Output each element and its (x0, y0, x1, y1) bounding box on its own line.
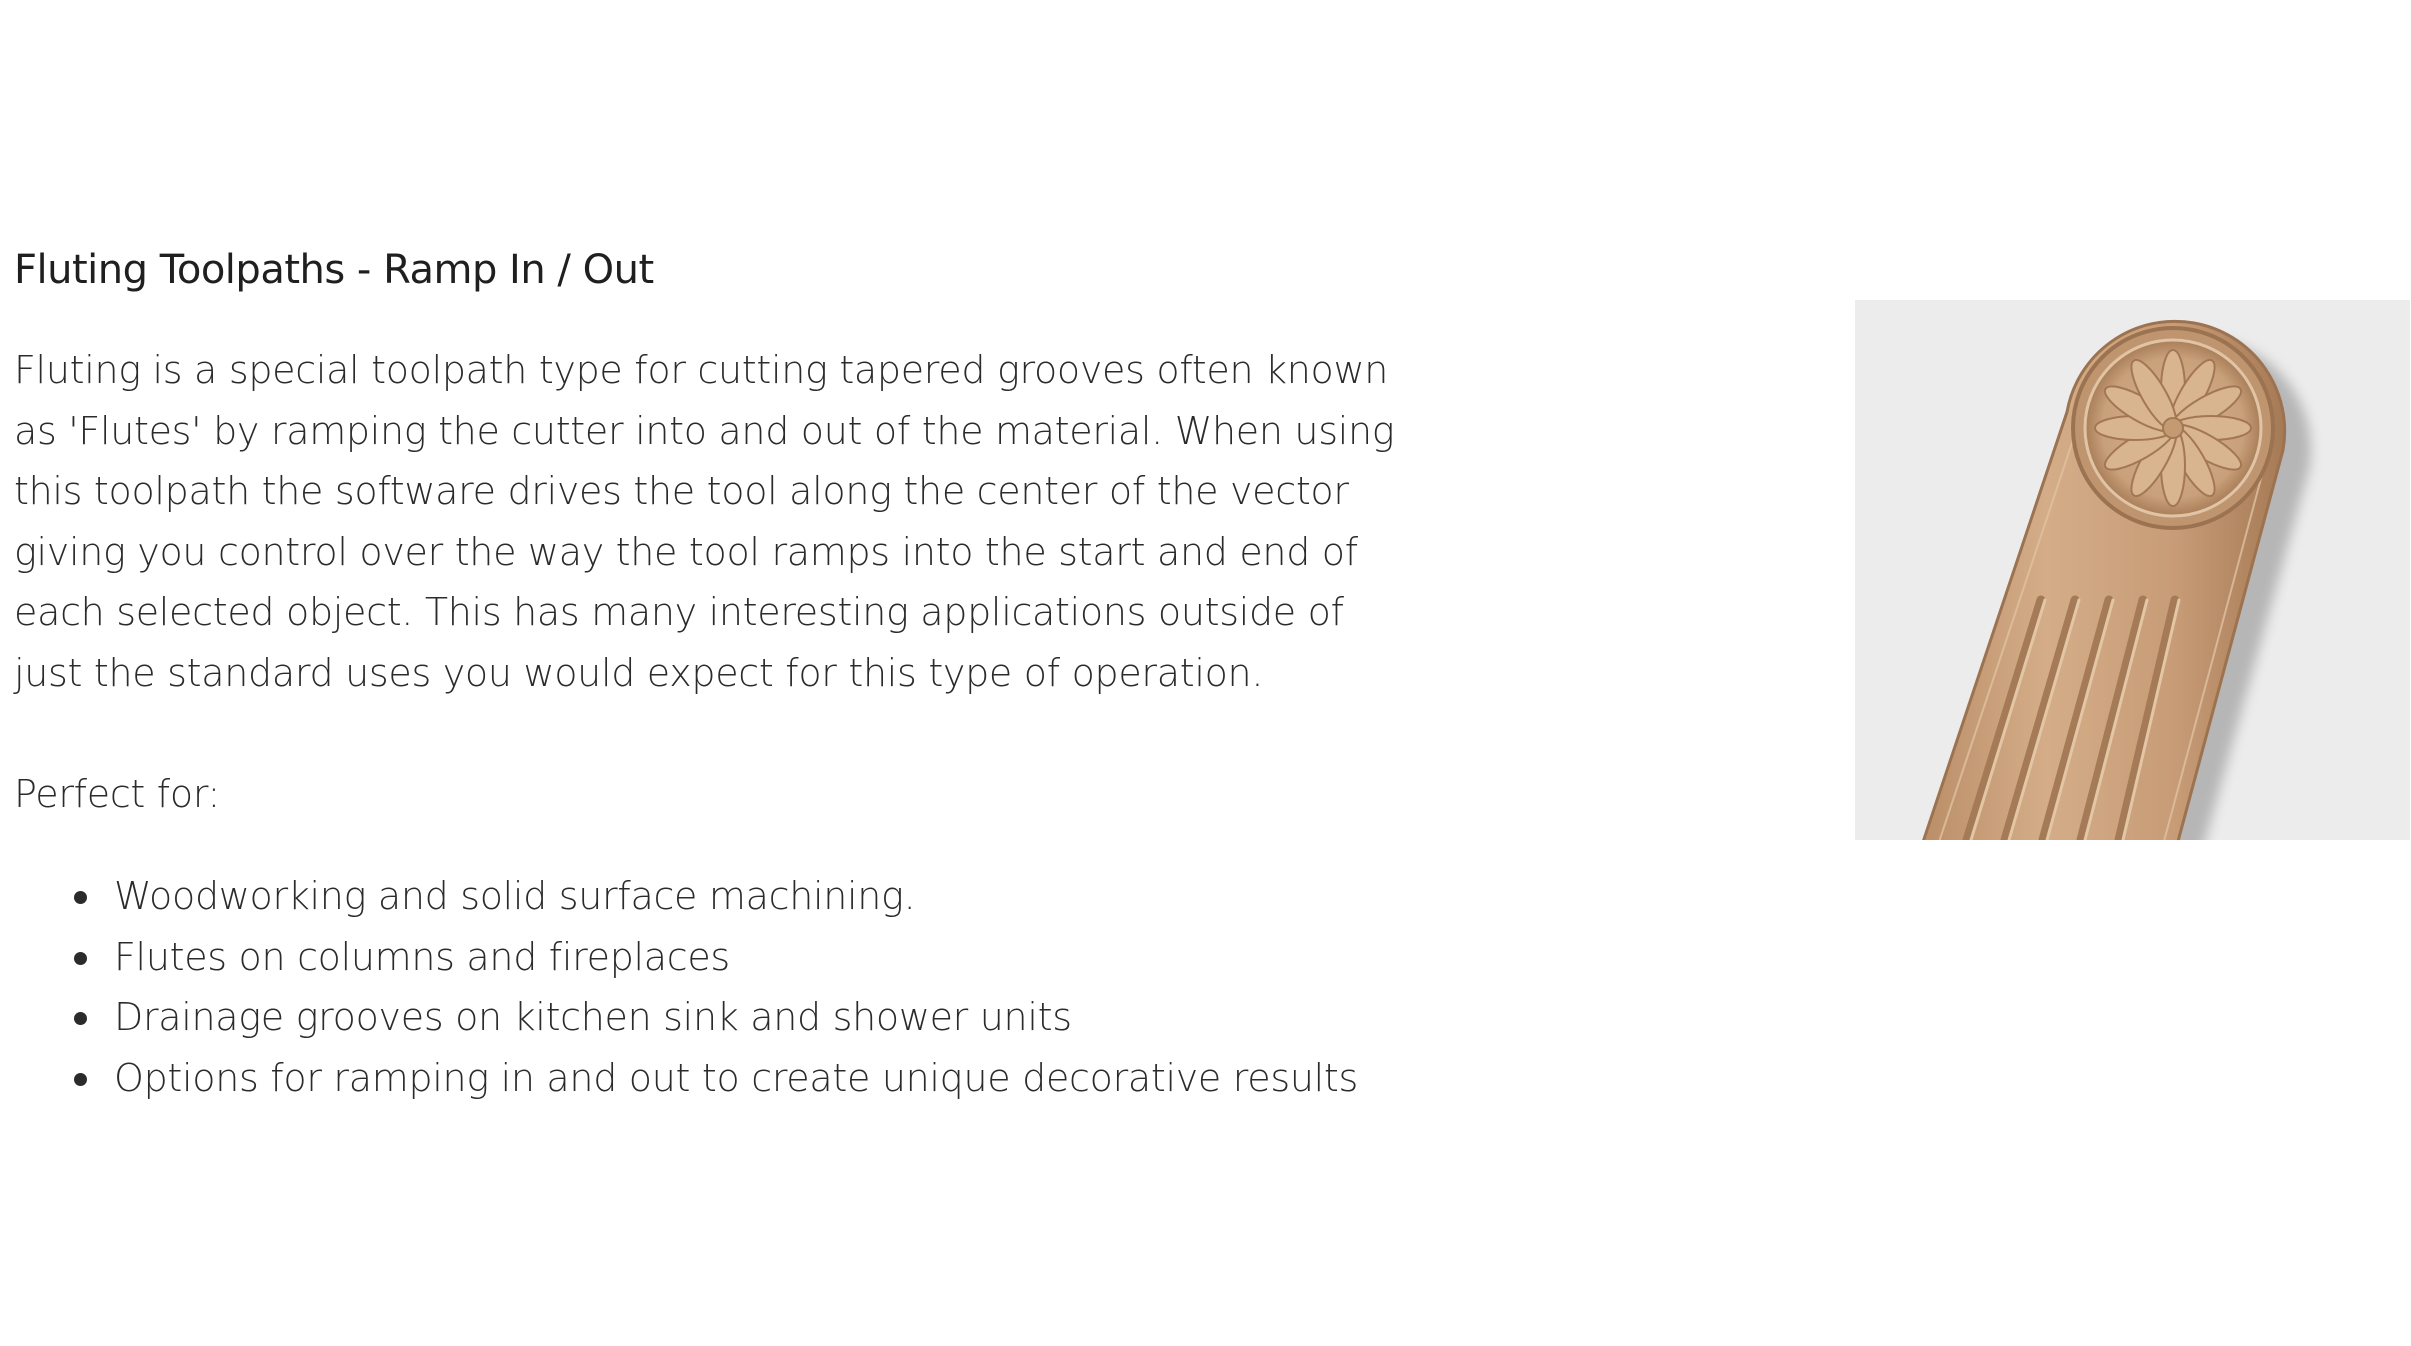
intro-paragraph (14, 340, 1404, 703)
intro-line: Fluting is a special toolpath type for cutting tapered grooves often known (14, 348, 1389, 392)
intro-line: this toolpath the software drives the tool along the center of the vector (14, 469, 1349, 513)
list-item (74, 866, 1358, 927)
list-item (74, 1048, 1358, 1109)
intro-line: as 'Flutes' by ramping the cutter into and out of the material. When using (14, 408, 1395, 453)
rosette-center (2163, 418, 2183, 438)
bullet-icon (74, 1012, 87, 1025)
bullet-icon (74, 952, 87, 965)
list-item-text: Woodworking and solid surface machining. (114, 874, 916, 918)
list-item-text: Options for ramping in and out to create unique decorative results (114, 1055, 1358, 1100)
list-item (74, 987, 1358, 1048)
fluted-panel-image (1855, 300, 2410, 840)
intro-line: just the standard uses you would expect for this type of operation. (14, 650, 1264, 695)
list-item (74, 927, 1358, 988)
intro-line: each selected object. This has many interesting applications outside of (14, 590, 1344, 634)
list-item-text: Flutes on columns and fireplaces (114, 934, 730, 979)
bullet-icon (74, 891, 87, 904)
intro-line: giving you control over the way the tool ramps into the start and end of (14, 529, 1358, 574)
list-item-text: Drainage grooves on kitchen sink and shower units (114, 995, 1072, 1039)
page-title: Fluting Toolpaths - Ramp In / Out (14, 247, 654, 293)
feature-list (74, 866, 1358, 1108)
fluted-panel-illustration (1855, 300, 2410, 840)
bullet-icon (74, 1073, 87, 1086)
perfect-for-label: Perfect for: (14, 772, 220, 816)
